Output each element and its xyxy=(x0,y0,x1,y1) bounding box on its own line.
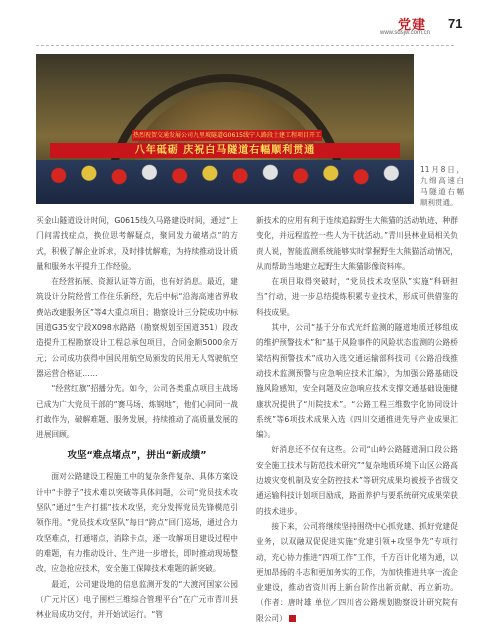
article-column-left xyxy=(36,213,238,622)
photo-caption: 11月8日，九绵高速白马隧道右幅顺利贯通。 xyxy=(420,165,464,207)
paragraph: 买金山隧道设计时间，G0615线久马路建设时间，通过“上门问需找症点，换位思考解疑点，聚同发力破堵点”的方式，积极了解企业诉求，及时排忧解难，为持续推动设计质量和服务水平提升工作经验。 xyxy=(36,216,238,271)
header-divider xyxy=(36,45,454,46)
end-mark-icon xyxy=(289,615,296,622)
paragraph: 新技术的应用有利于连续追踪野生大熊猫的活动轨迹、种群变化，并远程监控一些人为干扰活动。”青川县林业局相关负责人说，智能监测系统能够实时掌握野生大熊猫活动情况，从而帮助当地建立起野生大熊猫影像资料库。 xyxy=(256,216,458,271)
photo-banner-main xyxy=(50,143,400,158)
photo-banner-main-text: 八年砥砺 庆祝白马隧道右幅顺利贯通 xyxy=(134,145,316,156)
section-heading: 攻坚“难点堵点”，拼出“新成绩” xyxy=(67,450,207,462)
paragraph: 面对公路建设工程施工中的复杂条件复杂、具体方案设计中“卡脖子”技术难以突破等具体问题，公司“党员技术攻坚队”通过“生产打擂”技术攻坚，充分发挥党员先锋模范引领作用。“党员技术攻坚队”每日“跨点”回门巡场，通过合力攻坚难点，打通堵点，消除卡点，逐一攻解项目建设过程中的难题，有力推动设计、生产进一步增长，即时推动现场整改，应急抢应技术，安全施工保障技术难题的新突破。 xyxy=(36,472,238,574)
magazine-url[interactable]: www.sdsjw.com.cn xyxy=(380,30,431,36)
article-column-right xyxy=(256,213,458,626)
article-photo xyxy=(36,54,414,204)
paragraph: 其中，公司“基于分布式光纤监测的隧道地质迁移组成的维护预警技术”和“基于风险事件的风险状态监测的公路桥梁结构预警技术”成功入选交通运输部科技司《公路沿线推动技术监测预警与应急响应技术汇编》，为加强公路基础设施风险感知，安全问题及应急响应技术支撑交通基础设施健康状况提供了“川院技术”。“公路工程三维数字化协同设计系统”等6项技术成果入选《四川交通推进先导产业成果汇编》。 xyxy=(256,323,458,440)
paragraph: 最近，公司建设地的信息监测开发的“大渡河国家公园（广元片区）电子围栏三维综合管理平台”在广元市青川县林业局成功交付，并开始试运行。“管 xyxy=(36,579,238,620)
magazine-logo: 党建 xyxy=(398,18,427,33)
paragraph: 在经营拓展、资源认证等方面，也有好消息。最近，建筑设计分院经营工作住乐新经，先后中标“沿海高速省界收费站改建服务区”等4大重点项目；勘察设计三分院成功中标国道G35安宁段X098水路路（勘察规划至国道351）段改造提升工程勘察设计工程总承包项目，合同金额5000余万元；公司成功获得中国民用航空局颁发的民用无人驾驶航空器运营合格证…… xyxy=(36,277,238,378)
paragraph xyxy=(256,519,458,626)
paragraph: 好消息还不仅有这些。公司“山岭公路隧道洞口段公路安全施工技术与防范技术研究”“复杂地质环境下山区公路高边坡灾变机制及安全防控技术”等研究成果均被授予省级交通运输科技计划项目励成，路面养护与要系统研究成果荣获的技术进步。 xyxy=(256,445,458,516)
photo-crowd xyxy=(36,160,414,204)
photo-banner-top xyxy=(132,130,322,141)
photo-banner-top-text: 热烈祝贺交通发展公司九里坡隧道G0615线宁人路段土建工程项目开工 xyxy=(133,132,321,139)
paragraph: “经营红旗”招播分先。如今，公司各类重点项目主战场已成为广大党员干部的“赛马场、炼钢地”，他们心同同一战打敢作为，破解难题、服务发展，持续推动了高质量发展的进展回顾。 xyxy=(36,384,238,440)
paragraph-text: 接下来，公司将继续坚持围绕中心抓党建、抓好党建促业务，以双融双促促进实施“党建引领+攻坚争先”专项行动，充心协力推进“四项工作”工作，千方百计化堵为通，以更加昂扬的斗志和更加务实的工作，为加快推进共享一流企业建设，推动省资川再上新台阶作出新贡献、再立新功。（作者：唐时雄 单位／四川省公路规划勘察设计研究院有限公司） xyxy=(256,521,458,623)
paragraph: 在项目取得突破时，“党员技术攻坚队”实施“科研担当”行动，进一步总结提炼积累专业技术，形成可供借鉴的科技成果。 xyxy=(256,277,458,317)
page-number: 71 xyxy=(448,16,463,31)
